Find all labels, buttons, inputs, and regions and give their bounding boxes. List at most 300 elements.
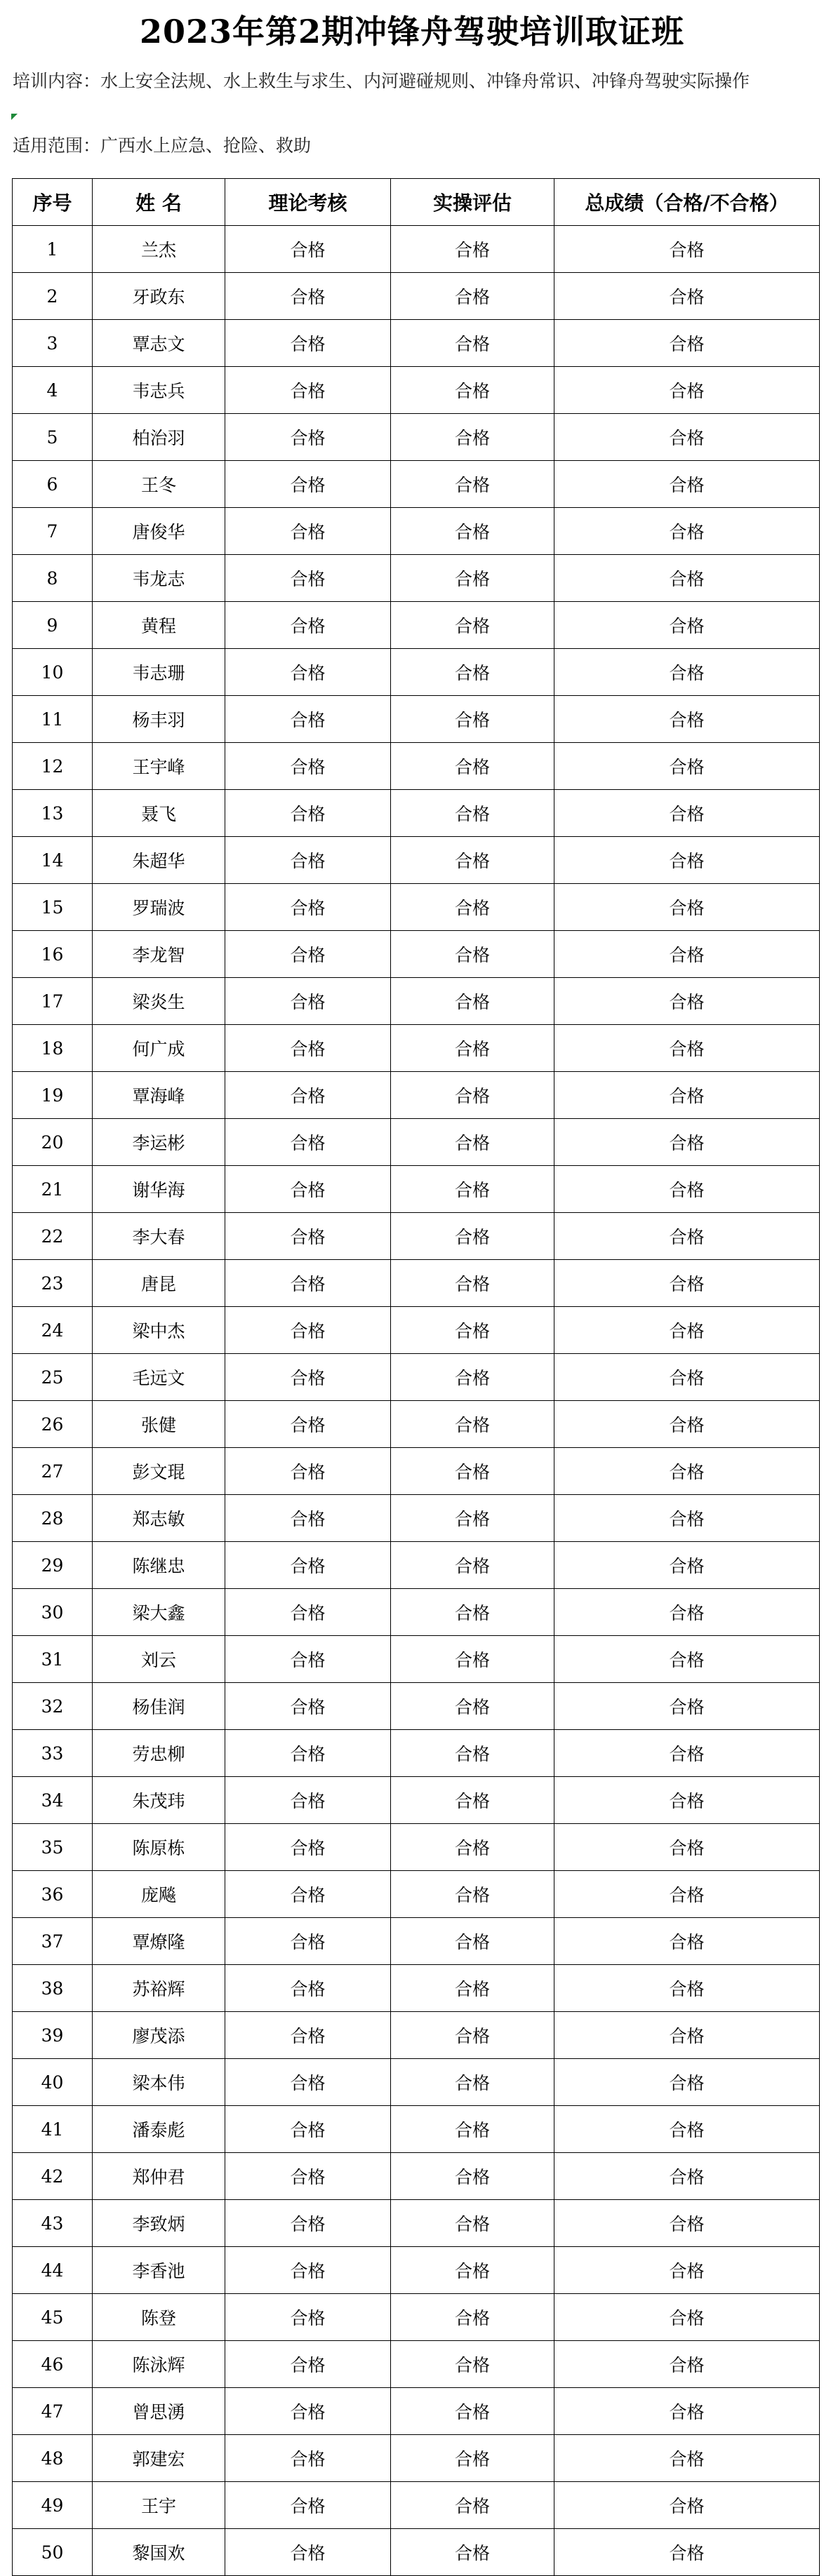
- results-table: [12, 178, 820, 2576]
- cell-overall-result: 合格: [554, 2247, 820, 2294]
- table-row: [13, 508, 820, 555]
- cell-name: 郭建宏: [93, 2435, 225, 2482]
- cell-serial-number: 2: [13, 273, 93, 320]
- cell-overall-result: 合格: [554, 461, 820, 508]
- cell-name: 杨佳润: [93, 1683, 225, 1730]
- table-row: [13, 2529, 820, 2576]
- cell-practical-assessment: 合格: [391, 1777, 554, 1824]
- cell-name: 兰杰: [93, 226, 225, 273]
- cell-theory-exam: 合格: [225, 1166, 391, 1213]
- cell-theory-exam: 合格: [225, 555, 391, 602]
- cell-name: 韦志珊: [93, 649, 225, 696]
- cell-theory-exam: 合格: [225, 367, 391, 414]
- cell-practical-assessment: 合格: [391, 1871, 554, 1918]
- table-row: [13, 1542, 820, 1589]
- cell-theory-exam: 合格: [225, 649, 391, 696]
- cell-overall-result: 合格: [554, 1871, 820, 1918]
- cell-theory-exam: 合格: [225, 1871, 391, 1918]
- cell-serial-number: 46: [13, 2341, 93, 2388]
- header-name: 姓 名: [93, 179, 225, 226]
- table-row: [13, 1213, 820, 1260]
- cell-overall-result: 合格: [554, 790, 820, 837]
- cell-serial-number: 27: [13, 1448, 93, 1495]
- cell-serial-number: 50: [13, 2529, 93, 2576]
- cell-serial-number: 19: [13, 1072, 93, 1119]
- cell-name: 郑志敏: [93, 1495, 225, 1542]
- cell-theory-exam: 合格: [225, 1824, 391, 1871]
- cell-overall-result: 合格: [554, 2106, 820, 2153]
- cell-name: 梁中杰: [93, 1307, 225, 1354]
- cell-name: 张健: [93, 1401, 225, 1448]
- cell-theory-exam: 合格: [225, 696, 391, 743]
- cell-name: 黎国欢: [93, 2529, 225, 2576]
- cell-overall-result: 合格: [554, 1072, 820, 1119]
- cell-practical-assessment: 合格: [391, 696, 554, 743]
- cell-name: 陈登: [93, 2294, 225, 2341]
- table-row: [13, 2435, 820, 2482]
- cell-overall-result: 合格: [554, 2294, 820, 2341]
- cell-practical-assessment: 合格: [391, 461, 554, 508]
- cell-name: 聂飞: [93, 790, 225, 837]
- cell-theory-exam: 合格: [225, 2341, 391, 2388]
- cell-serial-number: 32: [13, 1683, 93, 1730]
- cell-practical-assessment: 合格: [391, 884, 554, 931]
- cell-overall-result: 合格: [554, 1589, 820, 1636]
- cell-theory-exam: 合格: [225, 2435, 391, 2482]
- table-row: [13, 1354, 820, 1401]
- table-row: [13, 1777, 820, 1824]
- training-content-line: 培训内容：水上安全法规、水上救生与求生、内河避碰规则、冲锋舟常识、冲锋舟驾驶实际操作: [13, 71, 750, 91]
- cell-theory-exam: 合格: [225, 1354, 391, 1401]
- cell-practical-assessment: 合格: [391, 2153, 554, 2200]
- cell-serial-number: 6: [13, 461, 93, 508]
- cell-theory-exam: 合格: [225, 508, 391, 555]
- cell-name: 陈泳辉: [93, 2341, 225, 2388]
- table-row: [13, 1918, 820, 1965]
- table-row: [13, 1307, 820, 1354]
- cell-name: 梁炎生: [93, 978, 225, 1025]
- header-practical-assessment: 实操评估: [391, 179, 554, 226]
- cell-serial-number: 33: [13, 1730, 93, 1777]
- cell-serial-number: 47: [13, 2388, 93, 2435]
- cell-theory-exam: 合格: [225, 790, 391, 837]
- cell-practical-assessment: 合格: [391, 555, 554, 602]
- cell-overall-result: 合格: [554, 1965, 820, 2012]
- cell-overall-result: 合格: [554, 1824, 820, 1871]
- table-row: [13, 1448, 820, 1495]
- cell-serial-number: 11: [13, 696, 93, 743]
- cell-overall-result: 合格: [554, 555, 820, 602]
- cell-overall-result: 合格: [554, 1683, 820, 1730]
- table-row: [13, 743, 820, 790]
- cell-practical-assessment: 合格: [391, 602, 554, 649]
- cell-serial-number: 25: [13, 1354, 93, 1401]
- cell-name: 覃燎隆: [93, 1918, 225, 1965]
- cell-serial-number: 43: [13, 2200, 93, 2247]
- cell-overall-result: 合格: [554, 1636, 820, 1683]
- table-row: [13, 696, 820, 743]
- table-row: [13, 273, 820, 320]
- cell-theory-exam: 合格: [225, 320, 391, 367]
- cell-overall-result: 合格: [554, 696, 820, 743]
- cell-overall-result: 合格: [554, 1777, 820, 1824]
- cell-practical-assessment: 合格: [391, 1683, 554, 1730]
- cell-practical-assessment: 合格: [391, 1354, 554, 1401]
- table-row: [13, 2482, 820, 2529]
- cell-name: 王宇峰: [93, 743, 225, 790]
- cell-serial-number: 45: [13, 2294, 93, 2341]
- table-row: [13, 2294, 820, 2341]
- cell-serial-number: 12: [13, 743, 93, 790]
- cell-name: 李香池: [93, 2247, 225, 2294]
- cell-theory-exam: 合格: [225, 1401, 391, 1448]
- cell-practical-assessment: 合格: [391, 1918, 554, 1965]
- cell-serial-number: 23: [13, 1260, 93, 1307]
- cell-practical-assessment: 合格: [391, 1448, 554, 1495]
- cell-serial-number: 3: [13, 320, 93, 367]
- cell-overall-result: 合格: [554, 273, 820, 320]
- cell-serial-number: 5: [13, 414, 93, 461]
- table-row: [13, 1871, 820, 1918]
- cell-theory-exam: 合格: [225, 2012, 391, 2059]
- cell-name: 毛远文: [93, 1354, 225, 1401]
- cell-name: 曾思湧: [93, 2388, 225, 2435]
- cell-name: 朱茂玮: [93, 1777, 225, 1824]
- cell-name: 郑仲君: [93, 2153, 225, 2200]
- cell-name: 唐俊华: [93, 508, 225, 555]
- cell-practical-assessment: 合格: [391, 2106, 554, 2153]
- cell-theory-exam: 合格: [225, 273, 391, 320]
- table-row: [13, 1589, 820, 1636]
- cell-practical-assessment: 合格: [391, 320, 554, 367]
- cell-theory-exam: 合格: [225, 1072, 391, 1119]
- cell-theory-exam: 合格: [225, 1542, 391, 1589]
- cell-serial-number: 18: [13, 1025, 93, 1072]
- table-header-row: [13, 179, 820, 226]
- table-row: [13, 1166, 820, 1213]
- cell-practical-assessment: 合格: [391, 1589, 554, 1636]
- cell-practical-assessment: 合格: [391, 978, 554, 1025]
- cell-name: 王宇: [93, 2482, 225, 2529]
- cell-practical-assessment: 合格: [391, 2529, 554, 2576]
- cell-theory-exam: 合格: [225, 2294, 391, 2341]
- table-row: [13, 1401, 820, 1448]
- cell-name: 梁本伟: [93, 2059, 225, 2106]
- cell-name: 劳忠柳: [93, 1730, 225, 1777]
- cell-practical-assessment: 合格: [391, 837, 554, 884]
- cell-serial-number: 38: [13, 1965, 93, 2012]
- cell-overall-result: 合格: [554, 931, 820, 978]
- cell-overall-result: 合格: [554, 1730, 820, 1777]
- cell-serial-number: 1: [13, 226, 93, 273]
- cell-theory-exam: 合格: [225, 1119, 391, 1166]
- cell-practical-assessment: 合格: [391, 1542, 554, 1589]
- cell-practical-assessment: 合格: [391, 508, 554, 555]
- cell-theory-exam: 合格: [225, 2482, 391, 2529]
- cell-theory-exam: 合格: [225, 602, 391, 649]
- cell-name: 覃海峰: [93, 1072, 225, 1119]
- cell-name: 潘泰彪: [93, 2106, 225, 2153]
- cell-overall-result: 合格: [554, 320, 820, 367]
- cell-overall-result: 合格: [554, 2435, 820, 2482]
- cell-serial-number: 35: [13, 1824, 93, 1871]
- table-row: [13, 790, 820, 837]
- cell-name: 王冬: [93, 461, 225, 508]
- cell-name: 谢华海: [93, 1166, 225, 1213]
- cell-overall-result: 合格: [554, 1401, 820, 1448]
- cell-practical-assessment: 合格: [391, 2341, 554, 2388]
- cell-practical-assessment: 合格: [391, 743, 554, 790]
- cell-name: 牙政东: [93, 273, 225, 320]
- cell-practical-assessment: 合格: [391, 1213, 554, 1260]
- cell-theory-exam: 合格: [225, 2388, 391, 2435]
- cell-practical-assessment: 合格: [391, 790, 554, 837]
- scope-line: 适用范围：广西水上应急、抢险、救助: [13, 135, 312, 156]
- cell-name: 庞飚: [93, 1871, 225, 1918]
- table-row: [13, 2341, 820, 2388]
- table-row: [13, 414, 820, 461]
- table-row: [13, 1495, 820, 1542]
- cell-practical-assessment: 合格: [391, 1072, 554, 1119]
- cell-name: 唐昆: [93, 1260, 225, 1307]
- cell-theory-exam: 合格: [225, 1307, 391, 1354]
- cell-practical-assessment: 合格: [391, 1730, 554, 1777]
- cell-overall-result: 合格: [554, 1495, 820, 1542]
- cell-theory-exam: 合格: [225, 1636, 391, 1683]
- cell-overall-result: 合格: [554, 2012, 820, 2059]
- cell-serial-number: 14: [13, 837, 93, 884]
- table-row: [13, 2106, 820, 2153]
- cell-theory-exam: 合格: [225, 2106, 391, 2153]
- table-body: [13, 226, 820, 2576]
- table-row: [13, 320, 820, 367]
- cell-name: 李运彬: [93, 1119, 225, 1166]
- table-row: [13, 555, 820, 602]
- cell-name: 刘云: [93, 1636, 225, 1683]
- cell-overall-result: 合格: [554, 2059, 820, 2106]
- cell-theory-exam: 合格: [225, 2200, 391, 2247]
- cell-overall-result: 合格: [554, 508, 820, 555]
- cell-theory-exam: 合格: [225, 414, 391, 461]
- cell-theory-exam: 合格: [225, 461, 391, 508]
- cell-overall-result: 合格: [554, 226, 820, 273]
- cell-name: 柏治羽: [93, 414, 225, 461]
- cell-practical-assessment: 合格: [391, 1260, 554, 1307]
- cell-practical-assessment: 合格: [391, 2388, 554, 2435]
- cell-serial-number: 29: [13, 1542, 93, 1589]
- cell-overall-result: 合格: [554, 1213, 820, 1260]
- cell-theory-exam: 合格: [225, 931, 391, 978]
- cell-overall-result: 合格: [554, 1918, 820, 1965]
- cell-overall-result: 合格: [554, 1119, 820, 1166]
- cell-theory-exam: 合格: [225, 2529, 391, 2576]
- cell-serial-number: 16: [13, 931, 93, 978]
- table-row: [13, 2059, 820, 2106]
- cell-practical-assessment: 合格: [391, 1119, 554, 1166]
- table-row: [13, 1636, 820, 1683]
- results-table-container: [12, 178, 819, 2561]
- cell-theory-exam: 合格: [225, 884, 391, 931]
- table-row: [13, 461, 820, 508]
- cell-name: 陈继忠: [93, 1542, 225, 1589]
- cell-overall-result: 合格: [554, 1542, 820, 1589]
- cell-serial-number: 21: [13, 1166, 93, 1213]
- cell-serial-number: 44: [13, 2247, 93, 2294]
- cell-overall-result: 合格: [554, 2482, 820, 2529]
- cell-overall-result: 合格: [554, 1260, 820, 1307]
- cell-practical-assessment: 合格: [391, 273, 554, 320]
- table-row: [13, 1683, 820, 1730]
- cell-overall-result: 合格: [554, 2341, 820, 2388]
- cell-overall-result: 合格: [554, 1166, 820, 1213]
- cell-practical-assessment: 合格: [391, 367, 554, 414]
- cell-overall-result: 合格: [554, 1025, 820, 1072]
- cell-practical-assessment: 合格: [391, 1495, 554, 1542]
- cell-overall-result: 合格: [554, 2529, 820, 2576]
- cell-theory-exam: 合格: [225, 837, 391, 884]
- cell-name: 何广成: [93, 1025, 225, 1072]
- cell-practical-assessment: 合格: [391, 2294, 554, 2341]
- cell-name: 黄程: [93, 602, 225, 649]
- cell-overall-result: 合格: [554, 2388, 820, 2435]
- cell-theory-exam: 合格: [225, 1495, 391, 1542]
- cell-name: 李致炳: [93, 2200, 225, 2247]
- cell-name: 李龙智: [93, 931, 225, 978]
- cell-overall-result: 合格: [554, 1448, 820, 1495]
- header-serial-number: 序号: [13, 179, 93, 226]
- cell-name: 覃志文: [93, 320, 225, 367]
- cell-theory-exam: 合格: [225, 1683, 391, 1730]
- cell-practical-assessment: 合格: [391, 1307, 554, 1354]
- cell-serial-number: 34: [13, 1777, 93, 1824]
- cell-name: 李大春: [93, 1213, 225, 1260]
- cell-theory-exam: 合格: [225, 2247, 391, 2294]
- cell-theory-exam: 合格: [225, 743, 391, 790]
- cell-theory-exam: 合格: [225, 978, 391, 1025]
- cell-name: 韦龙志: [93, 555, 225, 602]
- cell-serial-number: 24: [13, 1307, 93, 1354]
- cell-serial-number: 40: [13, 2059, 93, 2106]
- cell-practical-assessment: 合格: [391, 2482, 554, 2529]
- cell-serial-number: 49: [13, 2482, 93, 2529]
- table-row: [13, 2153, 820, 2200]
- cell-serial-number: 41: [13, 2106, 93, 2153]
- cell-practical-assessment: 合格: [391, 2200, 554, 2247]
- table-row: [13, 226, 820, 273]
- cell-practical-assessment: 合格: [391, 2247, 554, 2294]
- cell-serial-number: 26: [13, 1401, 93, 1448]
- cell-serial-number: 42: [13, 2153, 93, 2200]
- cell-practical-assessment: 合格: [391, 414, 554, 461]
- cell-practical-assessment: 合格: [391, 1636, 554, 1683]
- table-row: [13, 602, 820, 649]
- cell-serial-number: 20: [13, 1119, 93, 1166]
- cell-serial-number: 31: [13, 1636, 93, 1683]
- cell-theory-exam: 合格: [225, 2153, 391, 2200]
- cell-name: 彭文琨: [93, 1448, 225, 1495]
- cell-serial-number: 7: [13, 508, 93, 555]
- table-row: [13, 884, 820, 931]
- cell-name: 韦志兵: [93, 367, 225, 414]
- cell-theory-exam: 合格: [225, 1918, 391, 1965]
- cell-serial-number: 39: [13, 2012, 93, 2059]
- cell-name: 陈原栋: [93, 1824, 225, 1871]
- table-row: [13, 2247, 820, 2294]
- cell-theory-exam: 合格: [225, 1777, 391, 1824]
- table-row: [13, 837, 820, 884]
- cell-name: 朱超华: [93, 837, 225, 884]
- cell-serial-number: 36: [13, 1871, 93, 1918]
- cell-serial-number: 48: [13, 2435, 93, 2482]
- cell-serial-number: 8: [13, 555, 93, 602]
- cell-serial-number: 13: [13, 790, 93, 837]
- cell-serial-number: 30: [13, 1589, 93, 1636]
- cell-overall-result: 合格: [554, 2153, 820, 2200]
- cell-serial-number: 15: [13, 884, 93, 931]
- cell-serial-number: 4: [13, 367, 93, 414]
- cell-serial-number: 22: [13, 1213, 93, 1260]
- table-row: [13, 1072, 820, 1119]
- table-row: [13, 2200, 820, 2247]
- cell-practical-assessment: 合格: [391, 1401, 554, 1448]
- cell-overall-result: 合格: [554, 837, 820, 884]
- table-row: [13, 1025, 820, 1072]
- cell-practical-assessment: 合格: [391, 1166, 554, 1213]
- table-row: [13, 1119, 820, 1166]
- cell-comment-marker: [11, 114, 18, 120]
- cell-practical-assessment: 合格: [391, 1025, 554, 1072]
- cell-practical-assessment: 合格: [391, 931, 554, 978]
- table-row: [13, 978, 820, 1025]
- cell-practical-assessment: 合格: [391, 649, 554, 696]
- cell-practical-assessment: 合格: [391, 2012, 554, 2059]
- table-row: [13, 367, 820, 414]
- cell-serial-number: 10: [13, 649, 93, 696]
- table-row: [13, 1260, 820, 1307]
- table-row: [13, 1824, 820, 1871]
- header-overall-result: 总成绩（合格/不合格）: [554, 179, 820, 226]
- cell-name: 廖茂添: [93, 2012, 225, 2059]
- cell-theory-exam: 合格: [225, 1730, 391, 1777]
- cell-overall-result: 合格: [554, 2200, 820, 2247]
- cell-overall-result: 合格: [554, 367, 820, 414]
- cell-theory-exam: 合格: [225, 1213, 391, 1260]
- cell-overall-result: 合格: [554, 978, 820, 1025]
- cell-practical-assessment: 合格: [391, 2059, 554, 2106]
- cell-theory-exam: 合格: [225, 1448, 391, 1495]
- cell-name: 罗瑞波: [93, 884, 225, 931]
- header-theory-exam: 理论考核: [225, 179, 391, 226]
- cell-practical-assessment: 合格: [391, 1824, 554, 1871]
- cell-theory-exam: 合格: [225, 1260, 391, 1307]
- cell-theory-exam: 合格: [225, 1965, 391, 2012]
- cell-overall-result: 合格: [554, 414, 820, 461]
- cell-name: 苏裕辉: [93, 1965, 225, 2012]
- cell-practical-assessment: 合格: [391, 1965, 554, 2012]
- table-row: [13, 649, 820, 696]
- table-row: [13, 2012, 820, 2059]
- cell-serial-number: 9: [13, 602, 93, 649]
- cell-overall-result: 合格: [554, 1307, 820, 1354]
- cell-theory-exam: 合格: [225, 1589, 391, 1636]
- cell-overall-result: 合格: [554, 884, 820, 931]
- cell-name: 梁大鑫: [93, 1589, 225, 1636]
- cell-serial-number: 17: [13, 978, 93, 1025]
- table-row: [13, 1730, 820, 1777]
- document-title: 2023年第2期冲锋舟驾驶培训取证班: [139, 13, 685, 51]
- cell-overall-result: 合格: [554, 649, 820, 696]
- cell-overall-result: 合格: [554, 602, 820, 649]
